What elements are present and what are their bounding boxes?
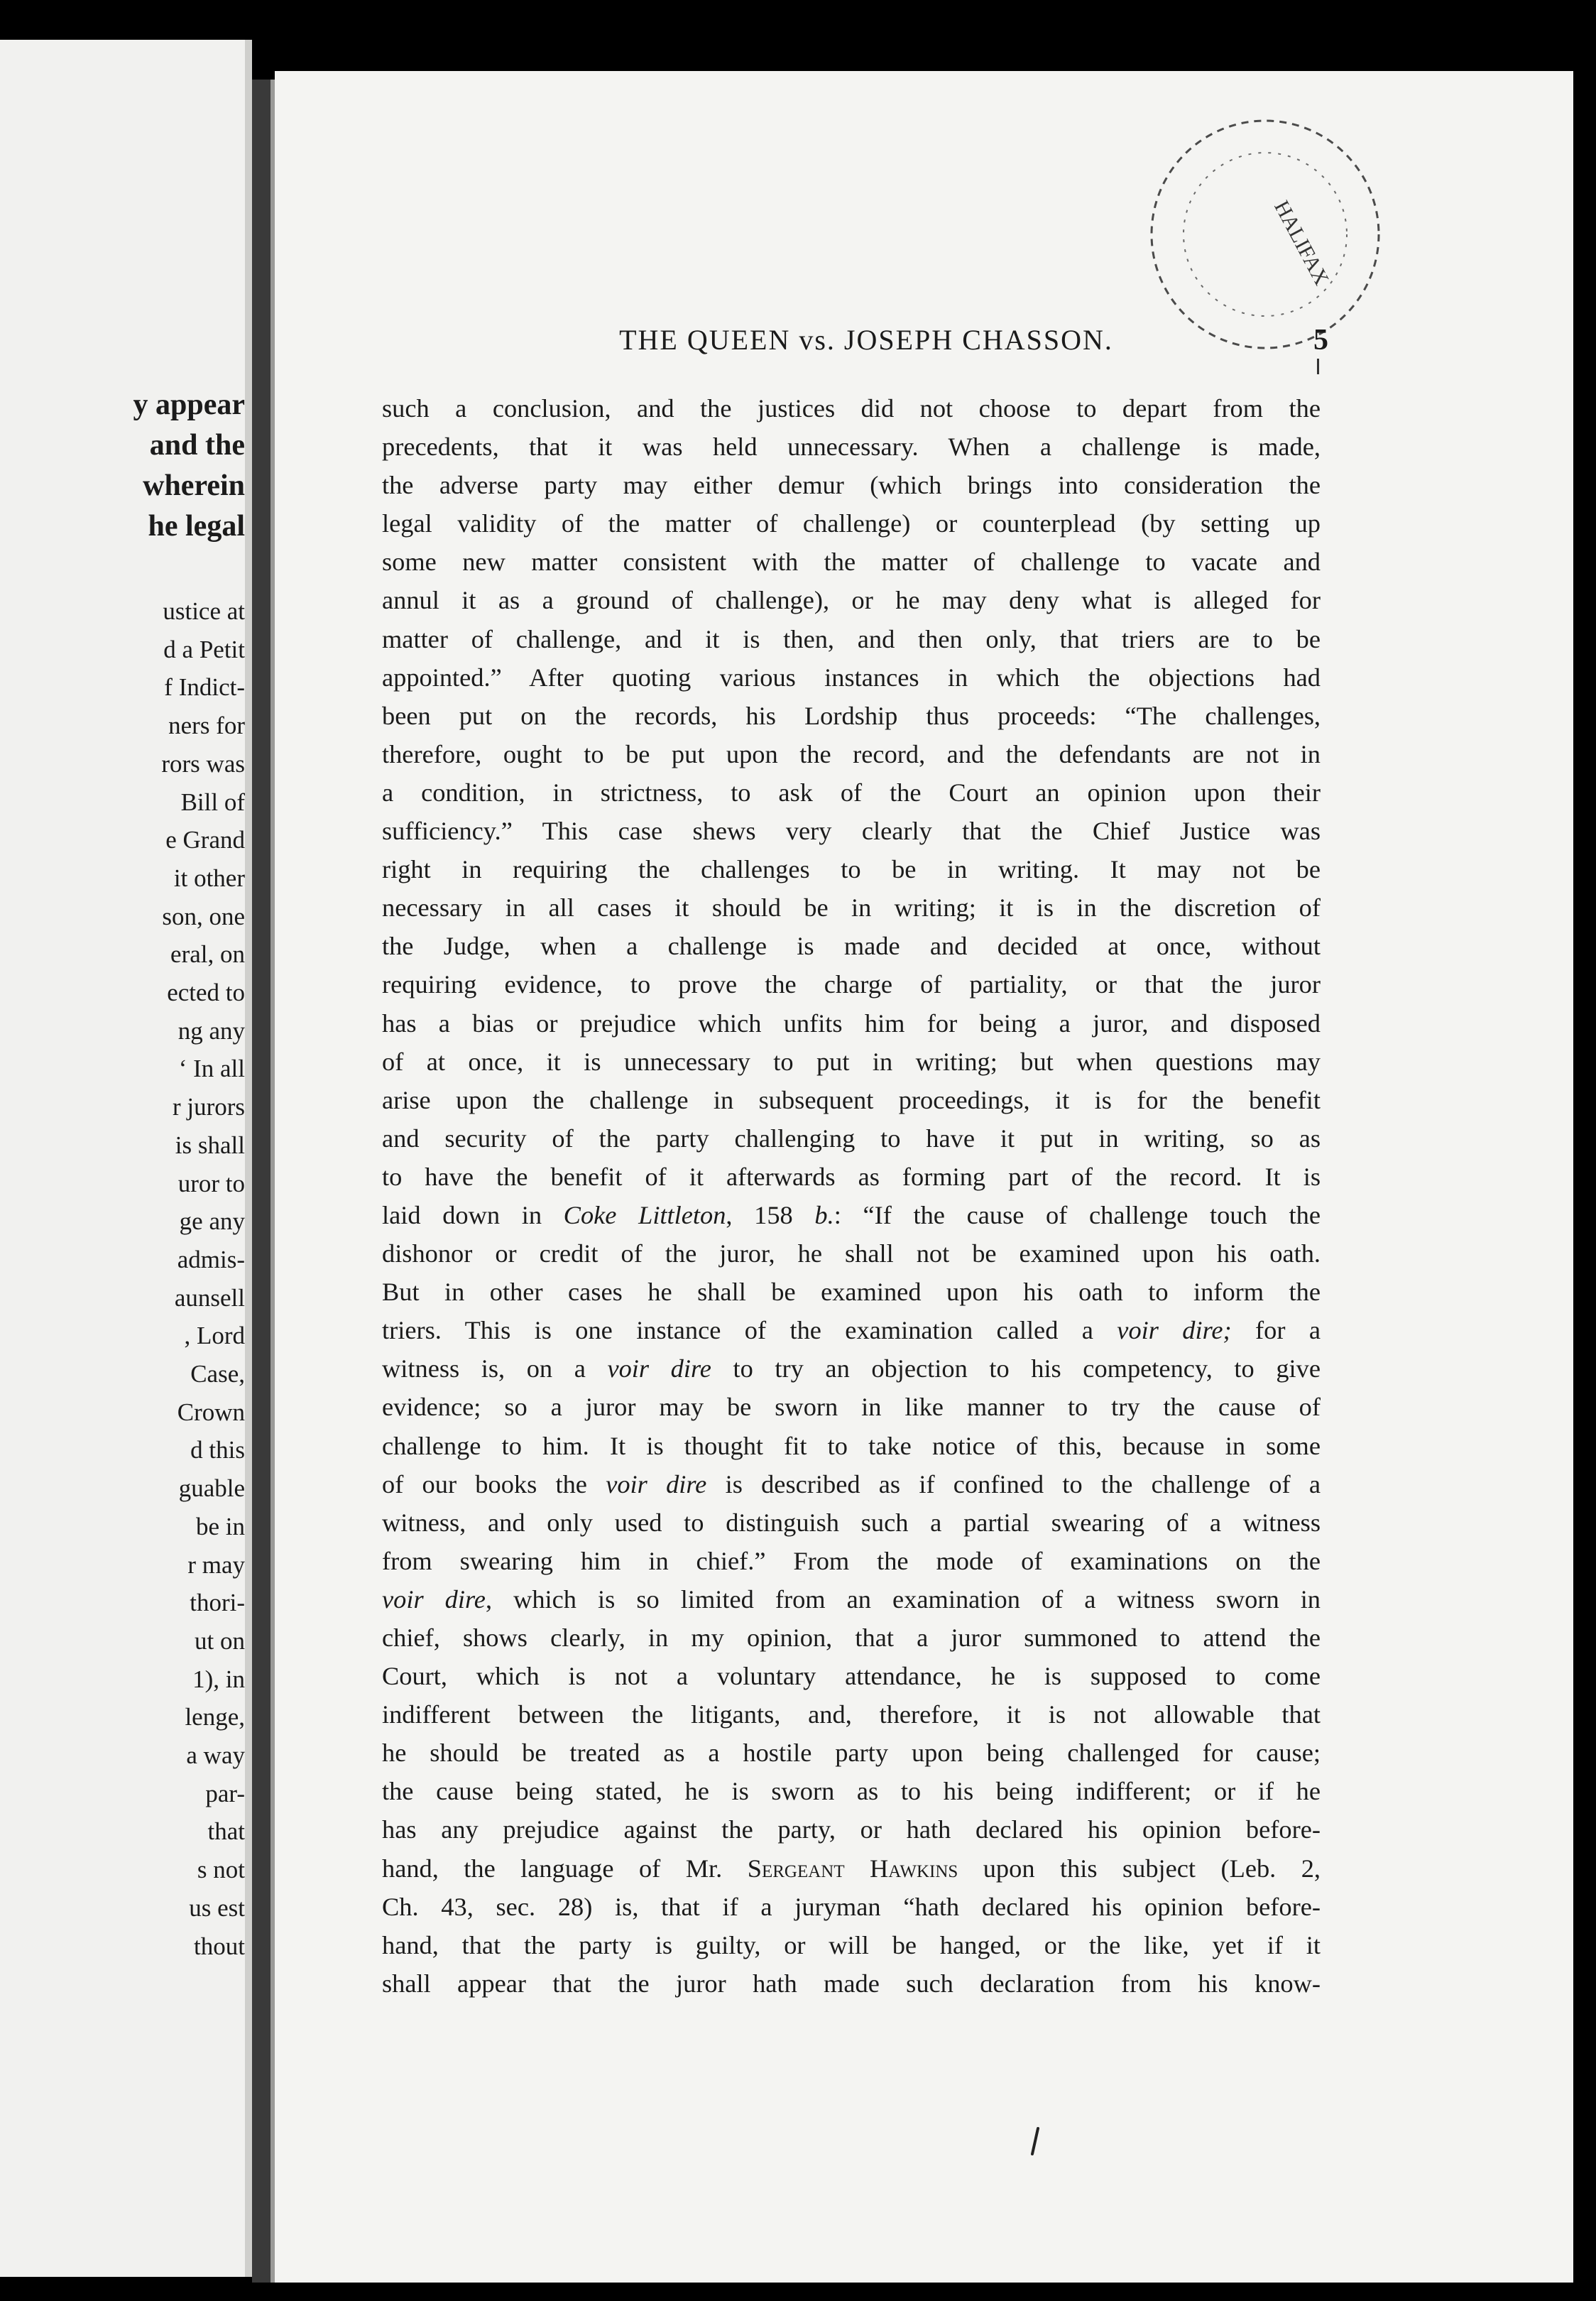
facing-page-text-fragment: ected to: [167, 979, 245, 1006]
text-line: witness, and only used to distinguish such a partial swearing of a witness: [382, 1508, 1321, 1537]
text-line: and security of the party challenging to have it put in writing, so as: [382, 1124, 1321, 1153]
text-line: challenge to him. It is thought fit to take notice of this, because in some: [382, 1431, 1321, 1460]
text-line: some new matter consistent with the matter of challenge to vacate and: [382, 548, 1321, 577]
facing-page-text-fragment: be in: [195, 1512, 245, 1540]
text-line: has any prejudice against the party, or hath declared his opinion before-: [382, 1815, 1321, 1844]
text-line: from swearing him in chief.” From the mode of examinations on the: [382, 1546, 1321, 1575]
gutter: [245, 40, 252, 2277]
facing-page-text-fragment: d a Petit: [163, 635, 245, 663]
text-line: has a bias or prejudice which unfits him for being a juror, and disposed: [382, 1008, 1321, 1038]
body-text: [382, 389, 1321, 2003]
text-line: dishonor or credit of the juror, he shall not be examined upon his oath.: [382, 1239, 1321, 1268]
running-header: THE QUEEN vs. JOSEPH CHASSON.: [619, 324, 1113, 356]
facing-page-text-fragment: y appear: [133, 388, 245, 421]
text-line: sufficiency.” This case shews very clearly that the Chief Justice was: [382, 817, 1321, 846]
page-number: 5: [1313, 324, 1328, 357]
facing-page-text-fragment: ng any: [177, 1016, 245, 1045]
facing-page-text-fragment: aunsell: [174, 1283, 245, 1312]
facing-page-text-fragment: Bill of: [180, 788, 245, 816]
text-line: to have the benefit of it afterwards as forming part of the record. It is: [382, 1162, 1321, 1191]
text-line: been put on the records, his Lordship thus proceeds: “The challenges,: [382, 701, 1321, 730]
facing-page-text-fragment: r jurors: [172, 1093, 245, 1121]
text-line: precedents, that it was held unnecessary. When a challenge is made,: [382, 433, 1321, 462]
facing-page-fragment: [0, 40, 245, 2277]
facing-page-text-fragment: it other: [173, 864, 245, 892]
facing-page-text-fragment: son, one: [162, 902, 245, 930]
facing-page-text-fragment: lenge,: [185, 1703, 245, 1731]
facing-page-text-fragment: ge any: [179, 1207, 245, 1236]
facing-page-text-fragment: thori-: [190, 1589, 245, 1617]
facing-page-text-fragment: ners for: [168, 712, 245, 740]
text-line: voir dire, which is so limited from an examination of a witness sworn in: [382, 1584, 1321, 1614]
edge-mark: [1317, 359, 1319, 374]
text-line: of at once, it is unnecessary to put in writing; but when questions may: [382, 1047, 1321, 1076]
facing-page-text-fragment: par-: [205, 1779, 245, 1807]
facing-page-text-fragment: thout: [194, 1932, 245, 1960]
facing-page-text-fragment: 1), in: [192, 1665, 245, 1693]
text-line: witness is, on a voir dire to try an objection to his competency, to give: [382, 1354, 1321, 1383]
text-line: necessary in all cases it should be in writing; it is in the discretion of: [382, 893, 1321, 923]
text-line: legal validity of the matter of challenge) or counterplead (by setting up: [382, 509, 1321, 538]
text-line: requiring evidence, to prove the charge of partiality, or that the juror: [382, 970, 1321, 999]
text-line: right in requiring the challenges to be in writing. It may not be: [382, 855, 1321, 884]
facing-page-text-fragment: e Grand: [165, 826, 245, 854]
facing-page-text-fragment: ut on: [195, 1626, 245, 1655]
facing-page-text-fragment: s not: [197, 1856, 245, 1884]
text-line: Court, which is not a voluntary attendance, he is supposed to come: [382, 1662, 1321, 1691]
facing-page-text-fragment: d this: [190, 1436, 245, 1464]
facing-page-text-fragment: admis-: [177, 1245, 245, 1273]
facing-page-text-fragment: rors was: [161, 749, 245, 778]
facing-page-text-fragment: f Indict-: [164, 673, 245, 702]
facing-page-text-fragment: ‘ In all: [178, 1055, 245, 1083]
facing-page-text-fragment: wherein: [143, 469, 245, 502]
text-line: shall appear that the juror hath made such declaration from his know-: [382, 1969, 1321, 1998]
text-line: But in other cases he shall be examined upon his oath to inform the: [382, 1278, 1321, 1307]
text-line: annul it as a ground of challenge), or he may deny what is alleged for: [382, 586, 1321, 615]
facing-page-text-fragment: is shall: [175, 1131, 245, 1159]
facing-page-text-fragment: r may: [187, 1550, 245, 1579]
text-line: arise upon the challenge in subsequent proceedings, it is for the benefit: [382, 1085, 1321, 1114]
facing-page-text-fragment: Case,: [190, 1360, 245, 1388]
facing-page-text-fragment: guable: [178, 1474, 245, 1503]
text-line: laid down in Coke Littleton, 158 b.: “If the cause of challenge touch the: [382, 1200, 1321, 1229]
text-line: of our books the voir dire is described as if confined to the challenge of a: [382, 1469, 1321, 1498]
text-line: therefore, ought to be put upon the record, and the defendants are not in: [382, 739, 1321, 768]
book-spine: [252, 80, 270, 2283]
text-line: indifferent between the litigants, and, therefore, it is not allowable that: [382, 1700, 1321, 1729]
facing-page-text-fragment: he legal: [148, 510, 245, 543]
facing-page-text-fragment: us est: [189, 1893, 245, 1922]
text-line: chief, shows clearly, in my opinion, that a juror summoned to attend the: [382, 1623, 1321, 1652]
facing-page-text-fragment: that: [207, 1817, 245, 1846]
text-line: triers. This is one instance of the examination called a voir dire; for a: [382, 1316, 1321, 1345]
text-line: the Judge, when a challenge is made and decided at once, without: [382, 932, 1321, 961]
facing-page-text-fragment: uror to: [177, 1169, 245, 1197]
text-line: he should be treated as a hostile party upon being challenged for cause;: [382, 1739, 1321, 1768]
ink-mark-icon: [1029, 2127, 1041, 2155]
text-line: Ch. 43, sec. 28) is, that if a juryman “hath declared his opinion before-: [382, 1892, 1321, 1921]
text-line: matter of challenge, and it is then, and then only, that triers are to be: [382, 624, 1321, 653]
text-line: hand, that the party is guilty, or will be hanged, or the like, yet if it: [382, 1930, 1321, 1959]
facing-page-text-fragment: ustice at: [163, 597, 245, 625]
text-line: such a conclusion, and the justices did not choose to depart from the: [382, 394, 1321, 423]
text-line: a condition, in strictness, to ask of the Court an opinion upon their: [382, 778, 1321, 807]
text-line: appointed.” After quoting various instances in which the objections had: [382, 663, 1321, 692]
facing-page-text-fragment: eral, on: [170, 940, 245, 969]
facing-page-text-fragment: a way: [186, 1741, 245, 1769]
text-line: the cause being stated, he is sworn as to his being indifferent; or if he: [382, 1777, 1321, 1806]
text-line: the adverse party may either demur (which brings into consideration the: [382, 471, 1321, 500]
stamp-center-text: HALIFAX: [1269, 197, 1334, 290]
text-line: evidence; so a juror may be sworn in like manner to try the cause of: [382, 1393, 1321, 1422]
facing-page-text-fragment: , Lord: [184, 1322, 245, 1350]
facing-page-text-fragment: and the: [149, 429, 245, 462]
text-line: hand, the language of Mr. Sergeant Hawkins upon this subject (Leb. 2,: [382, 1854, 1321, 1883]
facing-page-text-fragment: Crown: [177, 1398, 245, 1426]
